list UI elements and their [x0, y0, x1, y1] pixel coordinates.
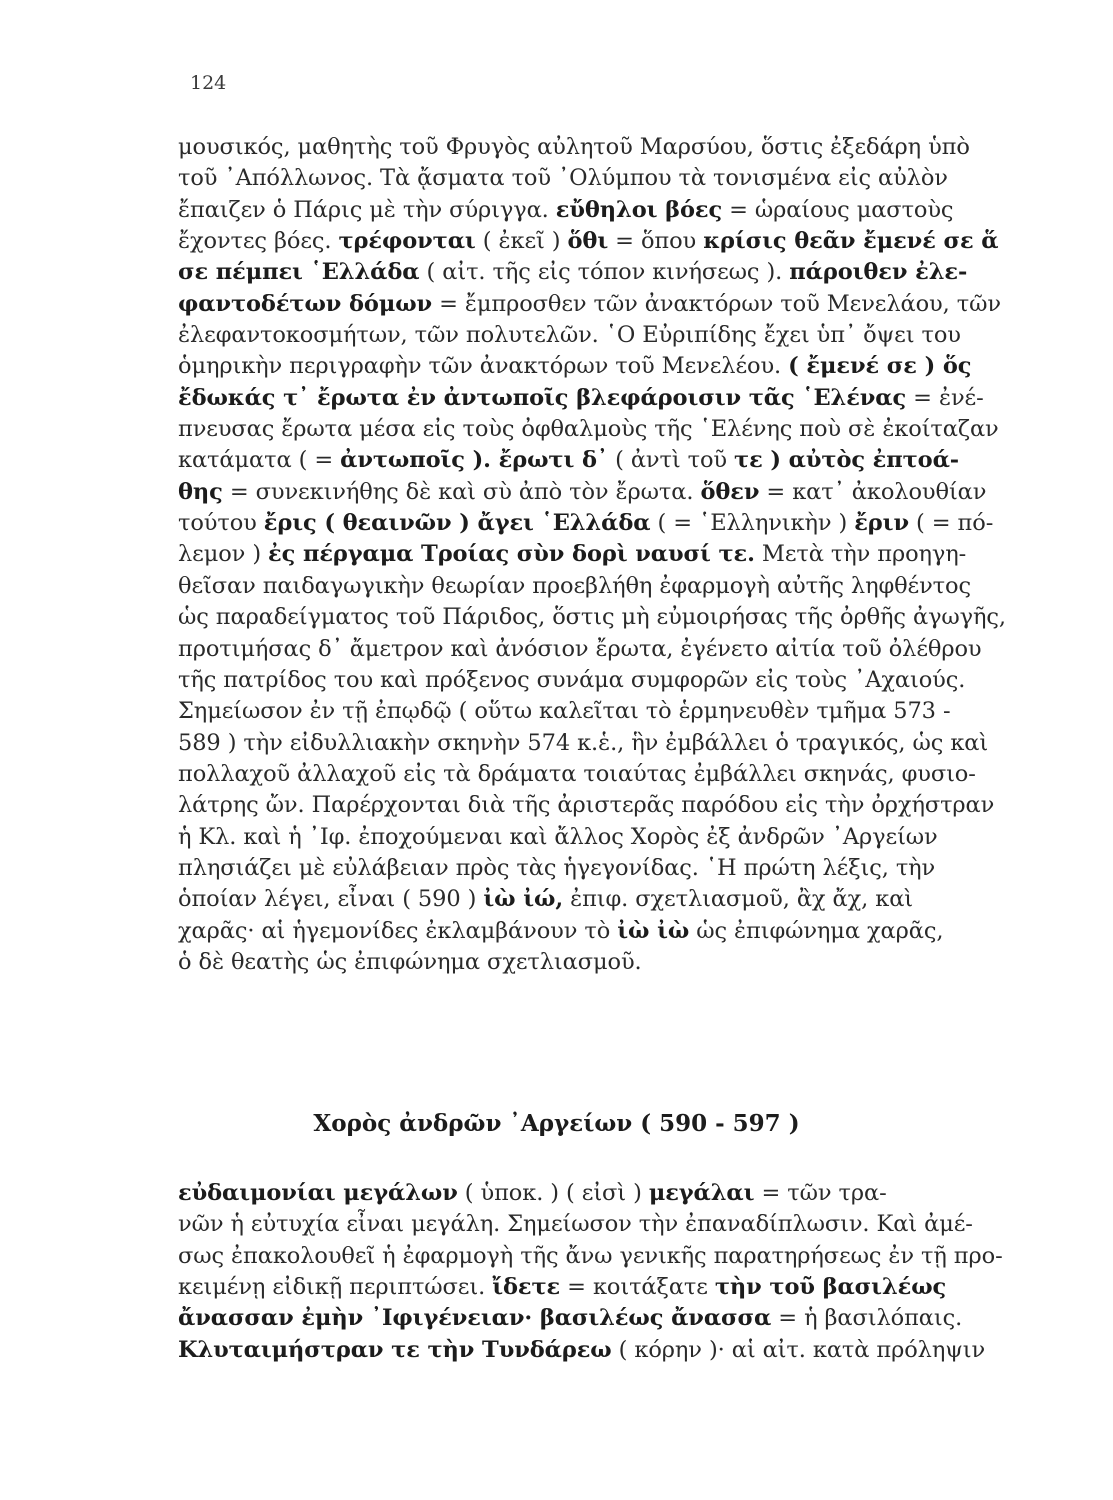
line-segment: = ἐνέ- [906, 384, 984, 411]
text-line [178, 539, 967, 570]
line-segment: = συνεκινήθης δὲ καὶ σὺ ἀπὸ τὸν ἔρωτα. [222, 478, 701, 505]
line-segment: ἔπαιζεν ὁ Πάρις μὲ τὴν σύριγγα. [178, 196, 556, 223]
line-segment: προτιμήσας δ᾿ ἄμετρον καὶ ἀνόσιον ἔρωτα, ἐγένετο αἰτία τοῦ ὀλέθρου [178, 635, 982, 662]
lemma-term: ἐς πέργαμα Τροίας σὺν δορὶ ναυσί τε. [268, 541, 755, 568]
text-line [178, 132, 970, 163]
line-segment: σως ἐπακολουθεῖ ἡ ἐφαρμογὴ τῆς ἄνω γενικῆς παρατηρήσεως ἐν τῇ προ- [178, 1242, 1003, 1269]
lemma-term: εὐδαιμονίαι μεγάλων [178, 1180, 458, 1206]
text-line [178, 822, 938, 853]
line-segment: ὁμηρικὴν περιγραφὴν τῶν ἀνακτόρων τοῦ Μενελέου. [178, 353, 789, 380]
lemma-term: ἰὼ ἰὼ [617, 917, 690, 944]
lemma-term: ἴδετε [492, 1274, 561, 1301]
line-segment: χαρᾶς· αἱ ἡγεμονίδες ἐκλαμβάνουν τὸ [178, 917, 618, 944]
lemma-term: ( ἔμενέ σε ) ὅς [788, 353, 972, 380]
line-segment: = ἔμπροσθεν τῶν ἀνακτόρων τοῦ Μενελάου, τῶν [432, 290, 1001, 317]
lemma-term: θης [178, 478, 223, 505]
line-segment: ( αἰτ. τῆς εἰς τόπον κινήσεως ). [419, 259, 790, 286]
line-segment: ( = ῾Ελληνικὴν ) [650, 510, 855, 537]
line-segment: = ὅπου [608, 228, 704, 255]
line-segment: = κοιτάξατε [560, 1274, 715, 1301]
text-line [178, 696, 951, 727]
line-segment: τούτου [178, 510, 264, 537]
line-segment: λάτρης ὤν. Παρέρχονται διὰ τῆς ἀριστερᾶς παρόδου εἰς τὴν ὀρχήστραν [178, 792, 995, 819]
text-line [178, 226, 999, 257]
text-line [178, 728, 989, 759]
line-segment: = ἡ βασιλόπαις. [771, 1305, 963, 1332]
text-line [178, 634, 982, 665]
line-segment: ἔχοντες βόες. [178, 228, 339, 255]
line-segment: θεῖσαν παιδαγωγικὴν θεωρίαν προεβλήθη ἐφαρμογὴ αὐτῆς ληφθέντος [178, 572, 971, 599]
line-segment: ( ὑποκ. ) ( εἰσὶ ) [457, 1180, 649, 1206]
line-segment: πλησιάζει μὲ εὐλάβειαν πρὸς τὰς ἡγεγονίδας. ῾Η πρώτη λέξις, τὴν [178, 854, 936, 881]
text-line [178, 508, 994, 539]
line-segment: ἡ Κλ. καὶ ἡ ᾿Ιφ. ἐποχούμεναι καὶ ἄλλος Χορὸς ἐξ ἀνδρῶν ᾿Αργείων [178, 823, 938, 850]
line-segment: νῶν ἡ εὐτυχία εἶναι μεγάλη. Σημείωσον τὴν ἐπαναδίπλωσιν. Καὶ ἀμέ- [178, 1211, 973, 1238]
lemma-term: ἔρις ( θεαινῶν ) ἄγει ῾Ελλάδα [263, 510, 651, 537]
lemma-term: Κλυταιμήστραν τε τὴν Τυνδάρεω [178, 1336, 612, 1363]
line-segment: κατάματα ( = [178, 447, 341, 474]
line-segment: πνευσας ἔρωτα μέσα εἰς τοὺς ὀφθαλμοὺς τῆς ῾Ελένης ποὺ σὲ ἐκοίταζαν [178, 416, 999, 443]
line-segment: ( ἀντὶ τοῦ [608, 447, 735, 474]
commentary-text-block [178, 132, 1006, 978]
line-segment: ( = πό- [908, 510, 994, 537]
text-line [178, 1303, 963, 1334]
text-line [178, 477, 987, 508]
lemma-term: ἰὼ ἰώ, [483, 886, 564, 913]
line-segment: = τῶν τρα- [754, 1180, 887, 1206]
text-line [178, 571, 971, 602]
lemma-term: φαντοδέτων δόμων [178, 290, 433, 317]
line-segment: κειμένῃ εἰδικῇ περιπτώσει. [178, 1274, 493, 1301]
line-segment: ὁποίαν λέγει, εἶναι ( 590 ) [178, 886, 484, 913]
lemma-term: τε ) αὐτὸς ἐπτοά- [734, 447, 960, 474]
line-segment: πολλαχοῦ ἀλλαχοῦ εἰς τὰ δράματα τοιαύτας ἐμβάλλει σκηνάς, φυσιο- [178, 760, 976, 787]
text-line [178, 320, 961, 351]
text-line [178, 602, 1006, 633]
lemma-term: ἔδωκάς τ᾿ ἔρωτα ἐν ἀντωποῖς βλεφάροισιν τᾶς ῾Ελένας [178, 384, 907, 411]
line-segment: Μετὰ τὴν προηγη- [754, 541, 967, 568]
text-line [178, 1241, 1003, 1272]
text-line [178, 351, 972, 382]
text-line [178, 414, 999, 445]
text-line [178, 947, 938, 978]
line-segment: ὡς παραδείγματος τοῦ Πάριδος, ὅστις μὴ εὐμοιρήσας τῆς ὀρθῆς ἀγωγῆς, [178, 604, 1006, 631]
line-segment: μουσικός, μαθητὴς τοῦ Φρυγὸς αὐλητοῦ Μαρσύου, ὅστις ἐξεδάρη ὑπὸ [178, 134, 970, 160]
text-line [178, 257, 968, 288]
line-segment: ( κόρην )· αἱ αἰτ. κατὰ πρόληψιν [611, 1336, 986, 1363]
line-segment: λεμον ) [178, 541, 269, 568]
lemma-term: ἀντωποῖς ). ἔρωτι δ᾿ [340, 447, 609, 474]
lemma-term: μεγάλαι [648, 1180, 755, 1206]
text-line [178, 916, 944, 947]
text-line [178, 445, 960, 476]
page-number: 124 [190, 72, 227, 94]
line-segment: ἐπιφ. σχετλιασμοῦ, ἂχ ἄχ, καὶ [563, 886, 914, 913]
lemma-term: ἄνασσαν ἐμὴν ᾿Ιφιγένειαν· βασιλέως ἄνασσα [178, 1305, 772, 1332]
line-segment: Σημείωσον ἐν τῇ ἐπῳδῷ ( οὕτω καλεῖται τὸ ἑρμηνευθὲν τμῆμα 573 - [178, 698, 951, 725]
commentary-text-block-2 [178, 1178, 1003, 1366]
lemma-term: κρίσις θεᾶν ἔμενέ σε ἅ [703, 228, 999, 255]
line-segment: ἐλεφαντοκοσμήτων, τῶν πολυτελῶν. ῾Ο Εὐριπίδης ἔχει ὑπ᾿ ὄψει του [178, 322, 961, 349]
lemma-term: ὅθεν [700, 478, 760, 505]
line-segment: = ὡραίους μαστοὺς [722, 196, 954, 223]
text-line [178, 1178, 938, 1209]
line-segment: τῆς πατρίδος του καὶ πρόξενος συνάμα συμφορῶν εἰς τοὺς ᾿Αχαιούς. [178, 666, 966, 693]
text-line [178, 790, 995, 821]
lemma-term: πάροιθεν ἐλε- [789, 259, 968, 286]
line-segment: ( ἐκεῖ ) [475, 228, 568, 255]
lemma-term: ἔριν [854, 510, 909, 537]
line-segment: ὡς ἐπιφώνημα χαρᾶς, [689, 917, 944, 944]
text-line [178, 1209, 973, 1240]
text-line [178, 1272, 947, 1303]
line-segment: ὁ δὲ θεατὴς ὡς ἐπιφώνημα σχετλιασμοῦ. [178, 948, 642, 975]
line-segment: τοῦ ᾿Απόλλωνος. Τὰ ᾄσματα τοῦ ᾿Ολύμπου τὰ τονισμένα εἰς αὐλὸν [178, 165, 948, 192]
text-line [178, 383, 984, 414]
text-line [178, 195, 954, 226]
text-line [178, 163, 948, 194]
text-line [178, 1335, 986, 1366]
line-segment: 589 ) τὴν εἰδυλλιακὴν σκηνὴν 574 κ.ἑ., ἣν ἐμβάλλει ὁ τραγικός, ὡς καὶ [178, 729, 989, 756]
lemma-term: σε πέμπει ῾Ελλάδα [178, 259, 420, 286]
text-line [178, 853, 938, 884]
text-line [178, 665, 966, 696]
line-segment: = κατ᾿ ἀκολουθίαν [759, 478, 987, 505]
text-line [178, 884, 938, 915]
lemma-term: εὔθηλοι βόες [555, 196, 723, 223]
section-heading: Χορὸς ἀνδρῶν ᾿Αργείων ( 590 - 597 ) [313, 1110, 800, 1137]
lemma-term: ὅθι [567, 228, 609, 255]
lemma-term: τὴν τοῦ βασιλέως [714, 1274, 947, 1301]
lemma-term: τρέφονται [338, 228, 476, 255]
text-line [178, 759, 976, 790]
text-line [178, 289, 1001, 320]
